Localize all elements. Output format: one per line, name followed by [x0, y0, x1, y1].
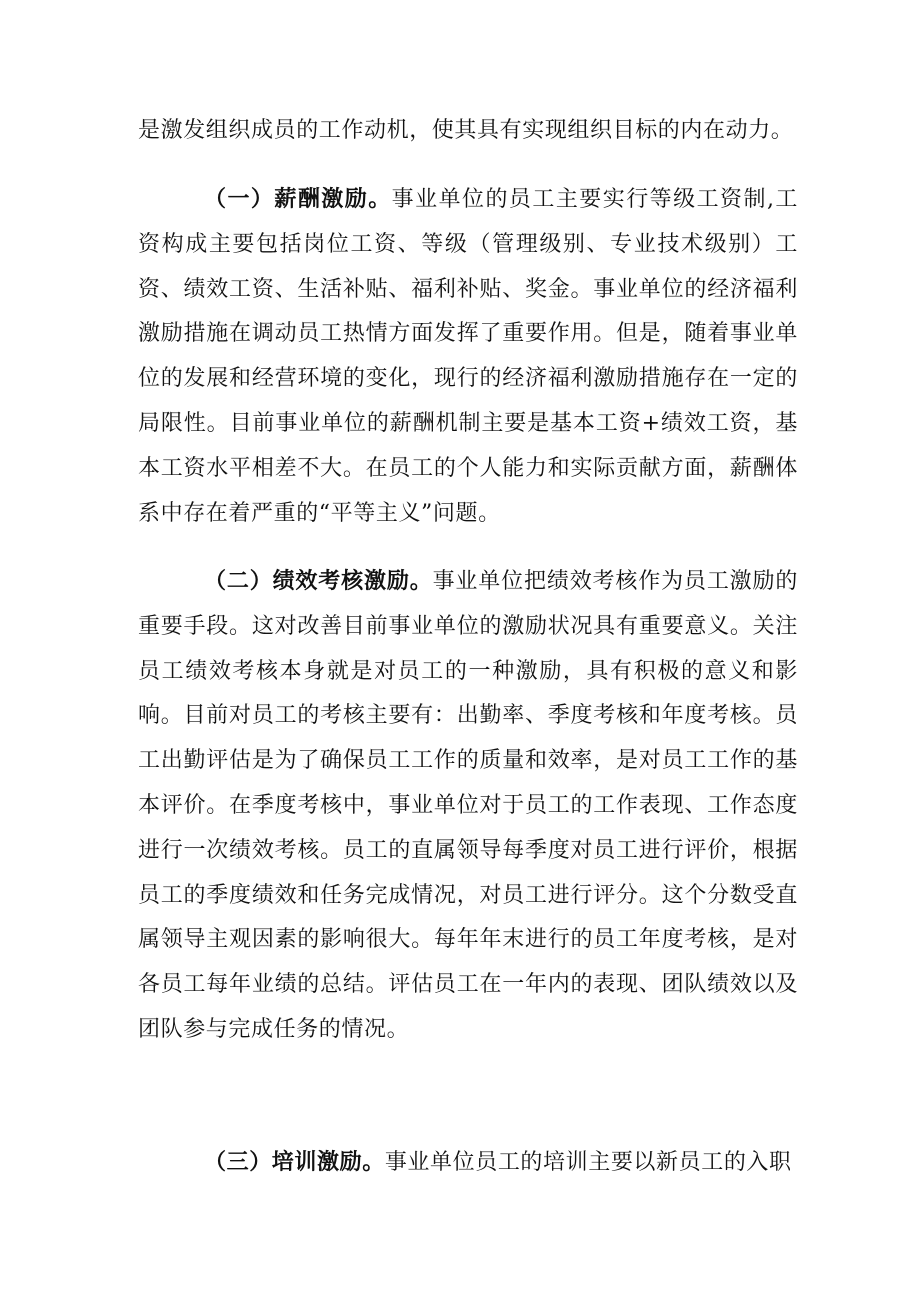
section-heading-training: （三）培训激励。 [204, 1150, 385, 1175]
paragraph-salary-incentive [138, 178, 798, 536]
paragraph-text: 事业单位把绩效考核作为员工激励的重要手段。这对改善目前事业单位的激励状况具有重要意义。关注员工绩效考核本身就是对员工的一种激励，具有积极的意义和影响。目前对员工的考核主要有：出勤率、季度考核和年度考核。员工出勤评估是为了确保员工工作的质量和效率，是对员工工作的基本评价。在季度考核中，事业单位对于员工的工作表现、工作态度进行一次绩效考核。员工的直属领导每季度对员工进行评价，根据员工的季度绩效和任务完成情况，对员工进行评分。这个分数受直属领导主观因素的影响很大。每年年末进行的员工年度考核，是对各员工每年业绩的总结。评估员工在一年内的表现、团队绩效以及团队参与完成任务的情况。 [138, 569, 798, 1042]
paragraph-text: 是激发组织成员的工作动机，使其具有实现组织目标的内在动力。 [138, 118, 794, 143]
section-heading-performance: （二）绩效考核激励。 [204, 569, 433, 594]
paragraph-intro-continuation [138, 109, 798, 154]
paragraph-text: 事业单位的员工主要实行等级工资制,工资构成主要包括岗位工资、等级（管理级别、专业技术级别）工资、绩效工资、生活补贴、福利补贴、奖金。事业单位的经济福利激励措施在调动员工热情方面发挥了重要作用。但是，随着事业单位的发展和经营环境的变化，现行的经济福利激励措施存在一定的局限性。目前事业单位的薪酬机制主要是基本工资+绩效工资，基本工资水平相差不大。在员工的个人能力和实际贡献方面，薪酬体系中存在着严重的“平等主义”问题。 [138, 187, 798, 526]
section-heading-salary: （一）薪酬激励。 [204, 187, 392, 212]
paragraph-training-incentive [138, 1141, 798, 1186]
paragraph-performance-incentive [138, 560, 798, 1053]
paragraph-text: 事业单位员工的培训主要以新员工的入职 [384, 1150, 792, 1175]
